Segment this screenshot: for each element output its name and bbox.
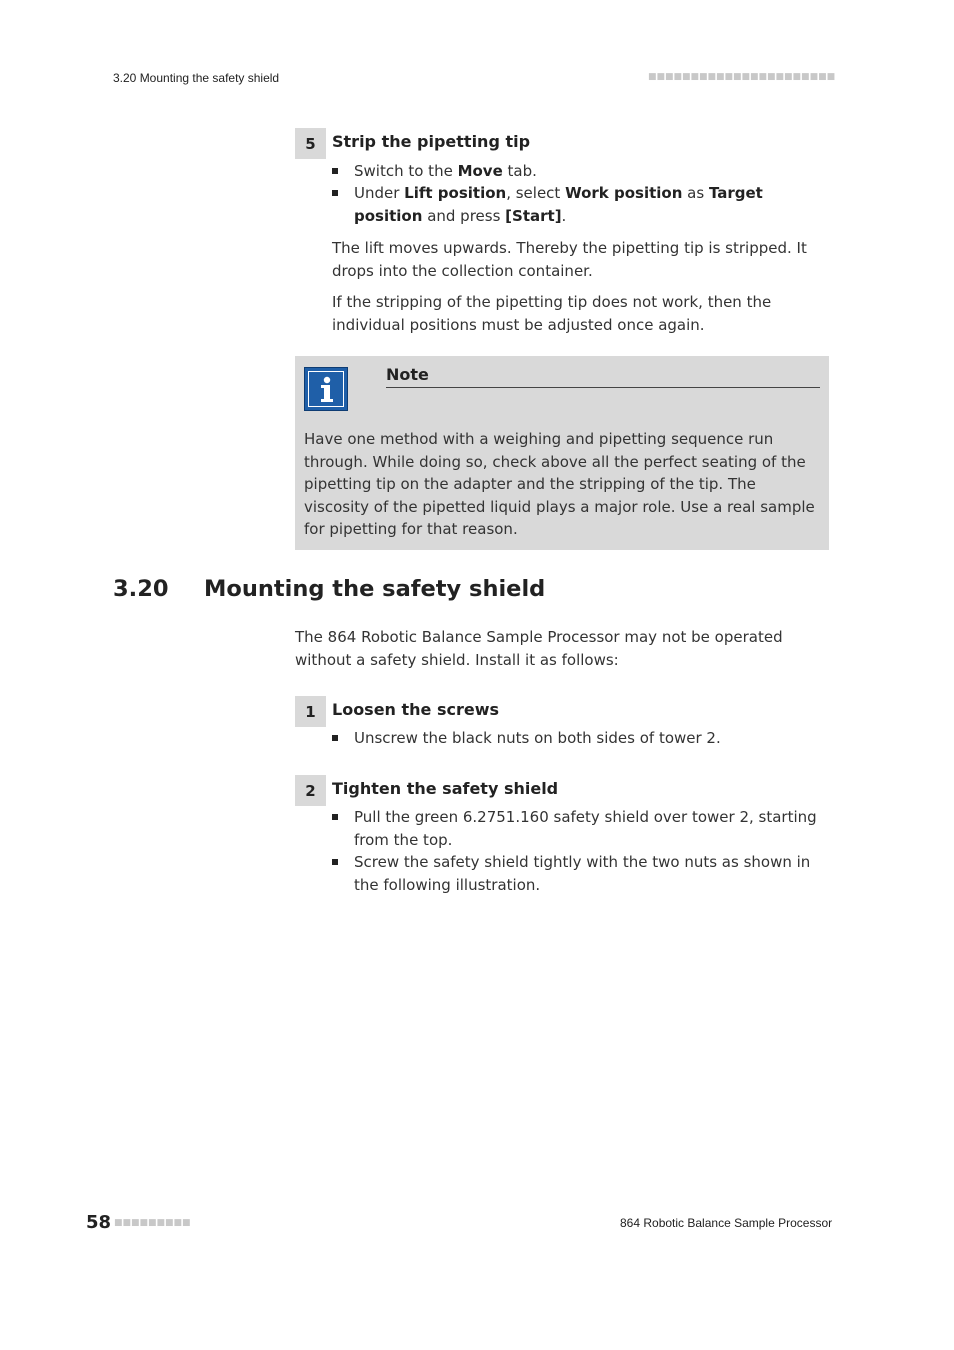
note-divider	[386, 387, 820, 388]
bullet-item	[332, 160, 822, 183]
step-title-loosen-screws: Loosen the screws	[332, 700, 500, 719]
step-title-tighten-shield: Tighten the safety shield	[332, 779, 559, 798]
bullet-square-icon	[332, 190, 338, 196]
bullet-text: Pull the green 6.2751.160 safety shield over tower 2, starting from the top.	[354, 808, 817, 849]
bullet-item	[332, 727, 822, 750]
running-header-section: 3.20 Mounting the safety shield	[113, 71, 280, 85]
bullet-square-icon	[332, 859, 338, 865]
section-number: 3.20	[113, 576, 169, 602]
bullet-square-icon	[332, 735, 338, 741]
section-intro: The 864 Robotic Balance Sample Processor may not be operated without a safety shield. Install it as follows:	[295, 628, 783, 669]
bullet-square-icon	[332, 814, 338, 820]
step-title-strip-tip: Strip the pipetting tip	[332, 132, 531, 151]
paragraph: The lift moves upwards. Thereby the pipetting tip is stripped. It drops into the collection container.	[332, 239, 807, 280]
bullet-item	[332, 806, 822, 851]
bullet-text: Under Lift position, select Work position as Target position and press [Start].	[354, 184, 763, 225]
bullet-item	[332, 182, 822, 227]
bullet-text: Screw the safety shield tightly with the two nuts as shown in the following illustration.	[354, 853, 811, 894]
bullet-text: Switch to the Move tab.	[354, 162, 537, 180]
note-box	[295, 356, 829, 550]
header-decoration-dots: ■■■■■■■■■■■■■■■■■■■■■■	[648, 72, 836, 82]
note-title: Note	[386, 365, 429, 384]
footer-product-name: 864 Robotic Balance Sample Processor	[620, 1216, 833, 1230]
step-number-2: 2	[295, 775, 326, 806]
note-text: Have one method with a weighing and pipetting sequence run through. While doing so, check above all the perfect seating of the pipetting tip on the adapter and the stripping of the tip. The viscosity of the pipetted liquid plays a major role. Use a real sample for pipetting for that reason.	[304, 430, 815, 538]
paragraph: If the stripping of the pipetting tip does not work, then the individual positions must be adjusted once again.	[332, 293, 772, 334]
bullet-item	[332, 851, 822, 896]
page-number: 58	[86, 1212, 112, 1233]
step-number-5: 5	[295, 128, 326, 159]
step-number-1: 1	[295, 696, 326, 727]
footer-decoration-dots: ■■■■■■■■■	[114, 1218, 191, 1228]
info-icon	[304, 367, 348, 411]
bullet-square-icon	[332, 168, 338, 174]
bullet-text: Unscrew the black nuts on both sides of tower 2.	[354, 729, 721, 747]
section-title: Mounting the safety shield	[204, 576, 546, 602]
